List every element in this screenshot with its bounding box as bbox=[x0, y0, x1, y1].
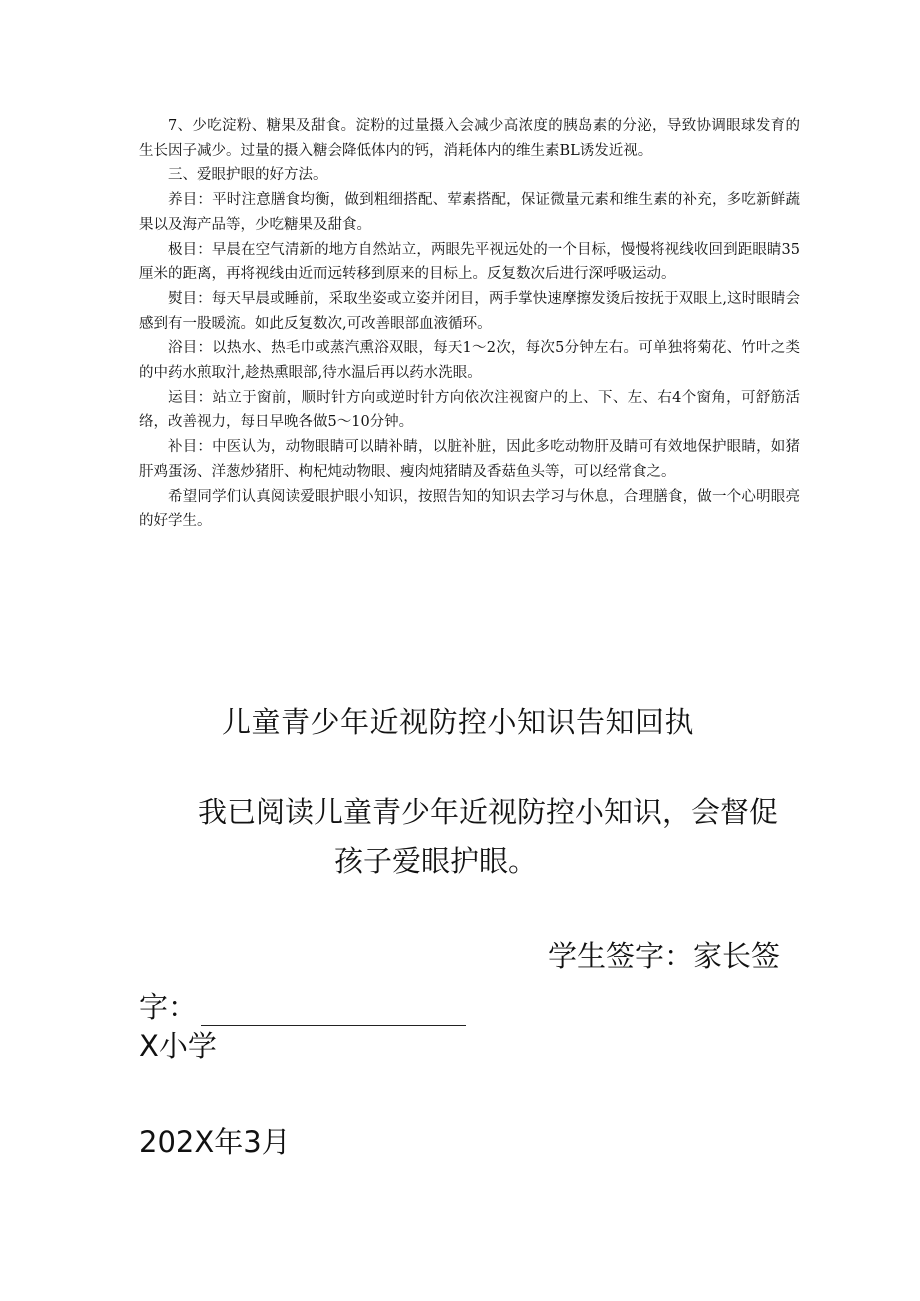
paragraph-closing: 希望同学们认真阅读爱眼护眼小知识，按照告知的知识去学习与休息，合理膳食，做一个心明眼亮的好学生。 bbox=[139, 488, 800, 530]
receipt-title: 儿童青少年近视防控小知识告知回执 bbox=[222, 705, 695, 739]
paragraph-bumu: 补目：中医认为，动物眼睛可以睛补睛，以脏补脏，因此多吃动物肝及睛可有效地保护眼睛，如猪肝鸡蛋汤、洋葱炒猪肝、枸杞炖动物眼、瘦肉炖猪睛及香菇鱼头等，可以经常食之。 bbox=[139, 439, 800, 480]
signature-label-line1: 学生签字：家长签 bbox=[548, 939, 781, 973]
issue-date: 202X年3月 bbox=[139, 1125, 291, 1159]
paragraph-yunmu-move: 运目：站立于窗前，顺时针方向或逆时针方向依次注视窗户的上、下、左、右4个窗角，可舒筋活络，改善视力，每日早晚各做5～10分钟。 bbox=[139, 389, 800, 431]
signature-row bbox=[139, 985, 466, 1026]
article-body bbox=[139, 114, 800, 534]
section-heading-methods: 三、爱眼护眼的好方法。 bbox=[168, 167, 328, 184]
paragraph-yumu: 浴目：以热水、热毛巾或蒸汽熏浴双眼，每天1～2次，每次5分钟左右。可单独将菊花、竹叶之类的中药水煎取汁,趁热熏眼部,待水温后再以药水洗眼。 bbox=[139, 340, 800, 382]
paragraph-yangmu: 养目：平时注意膳食均衡，做到粗细搭配、荤素搭配，保证微量元素和维生素的补充，多吃新鲜蔬果以及海产品等，少吃糖果及甜食。 bbox=[139, 192, 800, 233]
paragraph-diet-7: 7、少吃淀粉、糖果及甜食。淀粉的过量摄入会减少高浓度的胰岛素的分泌，导致协调眼球发育的生长因子减少。过量的摄入糖会降低体内的钙，消耗体内的维生素BL诱发近视。 bbox=[139, 118, 800, 159]
confirm-statement-line2: 孩子爱眼护眼。 bbox=[334, 844, 538, 878]
signature-blank-field[interactable] bbox=[201, 997, 466, 1026]
paragraph-jimu: 极目：早晨在空气清新的地方自然站立，两眼先平视远处的一个目标，慢慢将视线收回到距眼睛35厘米的距离，再将视线由近而远转移到原来的目标上。反复数次后进行深呼吸运动。 bbox=[139, 241, 800, 283]
signature-label-line2: 字： bbox=[139, 990, 198, 1024]
confirm-statement-line1: 我已阅读儿童青少年近视防控小知识，会督促 bbox=[198, 795, 779, 829]
paragraph-yunmu-warm: 熨目：每天早晨或睡前，采取坐姿或立姿并闭目，两手掌快速摩擦发烫后按抚于双眼上,这时眼睛会感到有一股暖流。如此反复数次,可改善眼部血液循环。 bbox=[139, 290, 800, 332]
school-name: X小学 bbox=[139, 1029, 217, 1063]
